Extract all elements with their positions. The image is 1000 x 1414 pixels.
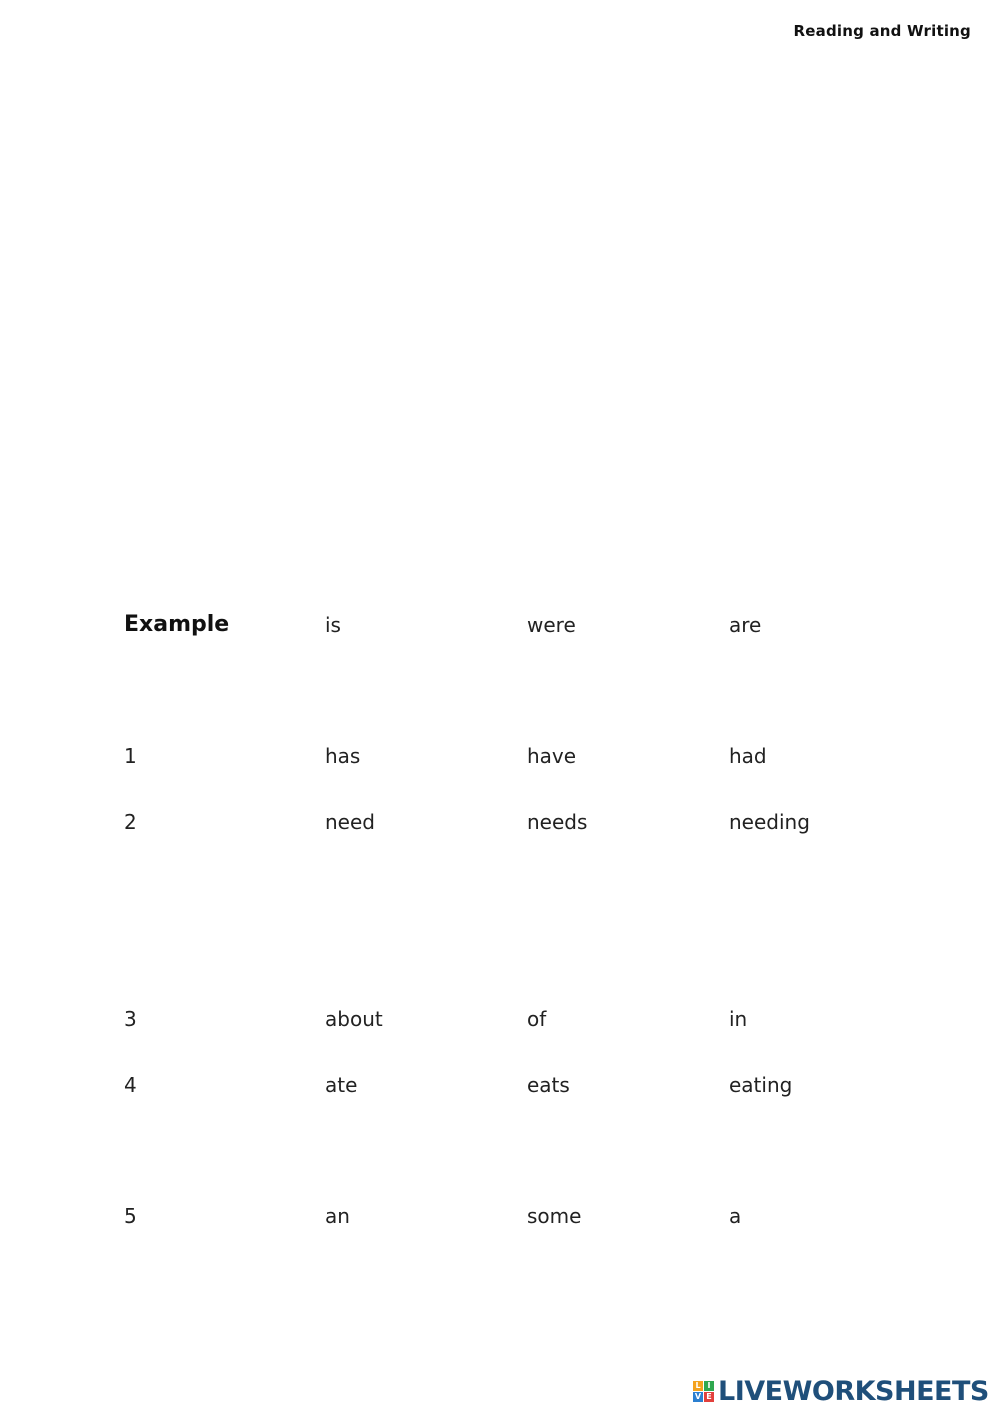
option-word[interactable]: eating [729, 1073, 793, 1097]
question-row-3 [0, 1003, 1000, 1035]
option-word[interactable]: need [325, 810, 375, 834]
option-word[interactable]: has [325, 744, 361, 768]
question-row-1 [0, 740, 1000, 772]
option-word[interactable]: a [729, 1204, 742, 1228]
question-row-5 [0, 1200, 1000, 1232]
logo-square: L [693, 1381, 703, 1391]
option-word[interactable]: are [729, 613, 762, 637]
option-word[interactable]: have [527, 744, 577, 768]
question-number: 2 [124, 810, 137, 834]
page-header-title: Reading and Writing [793, 22, 971, 40]
question-number: 3 [124, 1007, 137, 1031]
example-label: Example [124, 612, 230, 637]
option-word[interactable]: about [325, 1007, 383, 1031]
option-word[interactable]: ate [325, 1073, 358, 1097]
logo-square: V [694, 1391, 702, 1401]
option-word[interactable]: eats [527, 1073, 570, 1097]
logo-mark-icon [693, 1381, 714, 1402]
option-word[interactable]: needing [729, 810, 810, 834]
option-word[interactable]: in [729, 1007, 748, 1031]
question-row-4 [0, 1069, 1000, 1101]
option-word[interactable]: some [527, 1204, 582, 1228]
option-word[interactable]: is [325, 613, 341, 637]
logo-square: I [704, 1381, 714, 1391]
question-number: 4 [124, 1073, 137, 1097]
option-word[interactable]: needs [527, 810, 588, 834]
question-row-2 [0, 806, 1000, 838]
option-word[interactable]: were [527, 613, 576, 637]
example-row [0, 609, 1000, 641]
logo-wordmark: LIVEWORKSHEETS [718, 1375, 989, 1407]
question-number: 5 [124, 1204, 137, 1228]
option-word[interactable]: an [325, 1204, 350, 1228]
option-word[interactable]: had [729, 744, 767, 768]
option-word[interactable]: of [527, 1007, 547, 1031]
liveworksheets-logo [693, 1374, 989, 1408]
question-number: 1 [124, 744, 137, 768]
logo-square: E [704, 1392, 714, 1402]
